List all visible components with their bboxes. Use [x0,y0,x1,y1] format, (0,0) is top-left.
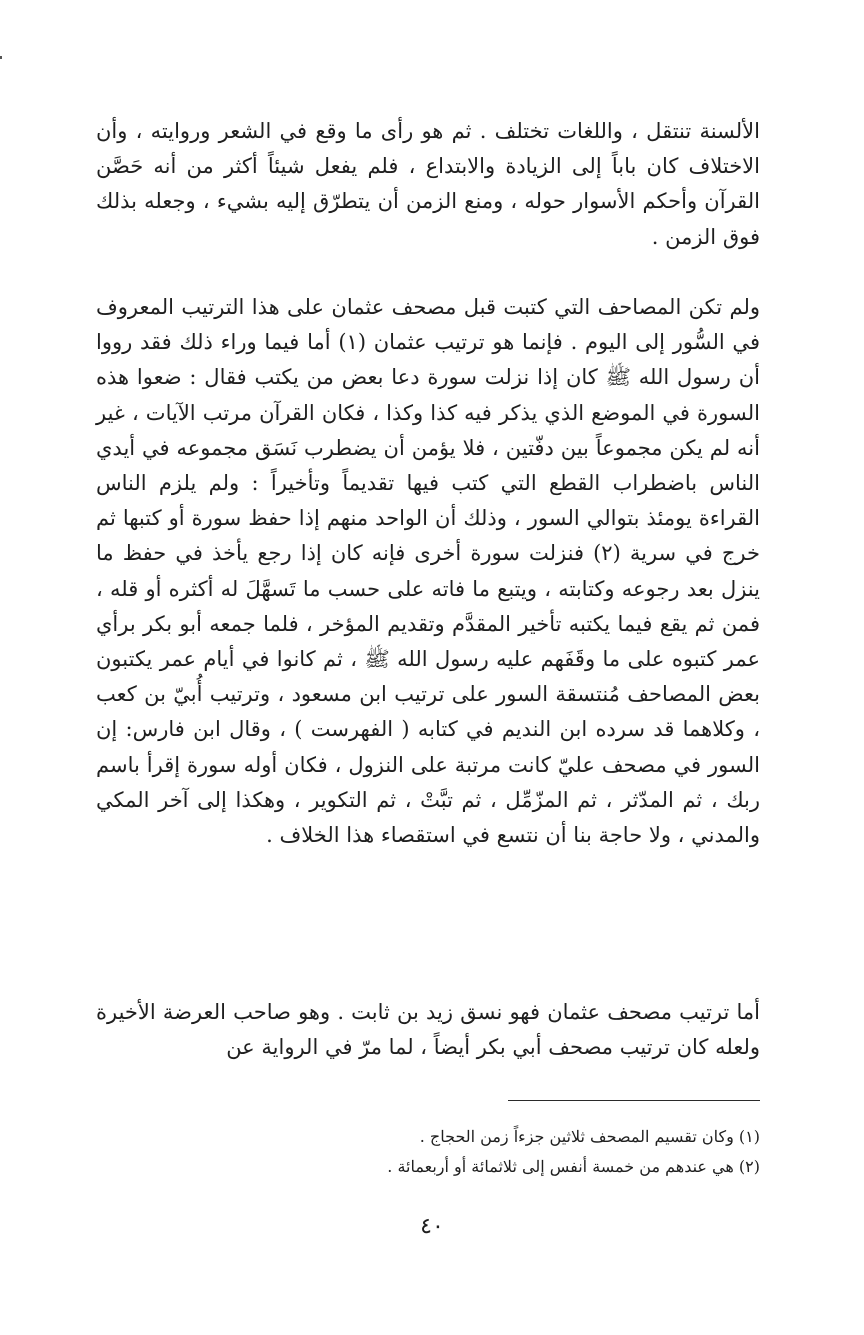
paragraph-2 [96,290,760,853]
paragraph-text: ولم تكن المصاحف التي كتبت قبل مصحف عثمان على هذا الترتيب المعروف في السُّور إلى اليوم . فإنما هو ترتيب عثمان (١) أما فيما وراء ذلك فقد رووا أن رسول الله ﷺ كان إذا نزلت سورة دعا بعض من يكتب فقال : ضعوا هذه السورة في الموضع الذي يذكر فيه كذا وكذا ، فكان القرآن مرتب الآيات ، غير أنه لم يكن مجموعاً بين دفّتين ، فلا يؤمن أن يضطرب نَسَق مجموعه في أيدي الناس باضطراب القطع التي كتب فيها تقديماً وتأخيراً : ولم يلزم الناس القراءة يومئذ بتوالي السور ، وذلك أن الواحد منهم إذا حفظ سورة أو كتبها ثم خرج في سرية (٢) فنزلت سورة أخرى فإنه كان إذا رجع يأخذ في حفظ ما ينزل بعد رجوعه وكتابته ، ويتبع ما فاته على حسب ما تَسهَّلَ له أكثره أو قله ، فمن ثم يقع فيما يكتبه تأخير المقدَّم وتقديم المؤخر ، فلما جمعه أبو بكر برأي عمر كتبوه على ما وقَفَهم عليه رسول الله ﷺ ، ثم كانوا في أيام عمر يكتبون بعض المصاحف مُنتسقة السور على ترتيب ابن مسعود ، وترتيب أُبيّ بن كعب ، وكلاهما قد سرده ابن النديم في كتابه ( الفهرست ) ، وقال ابن فارس: إن السور في مصحف عليّ كانت مرتبة على النزول ، فكان أوله سورة إقرأ باسم ربك ، ثم المدّثر ، ثم المزّمِّل ، ثم تبَّتْ ، ثم التكوير ، وهكذا إلى آخر المكي والمدني ، ولا حاجة بنا أن نتسع في استقصاء هذا الخلاف . [96,295,761,848]
footnotes [96,1122,760,1182]
paragraph-text: الألسنة تنتقل ، واللغات تختلف . ثم هو رأى ما وقع في الشعر وروايته ، وأن الاختلاف كان باباً إلى الزيادة والابتداع ، فلم يفعل شيئاً أكثر من أنه حَصَّن القرآن وأحكم الأسوار حوله ، ومنع الزمن أن يتطرّق إليه بشيء ، وجعله بذلك فوق الزمن . [96,119,760,249]
footnote-2: (٢) هي عندهم من خمسة أنفس إلى ثلاثمائة أو أربعمائة . [387,1157,760,1176]
footnote-divider [508,1100,760,1101]
page-number: ٤٠ [420,1214,444,1239]
paragraph-text: أما ترتيب مصحف عثمان فهو نسق زيد بن ثابت . وهو صاحب العرضة الأخيرة ولعله كان ترتيب مصحف أبي بكر أيضاً ، لما مرّ في الرواية عن [96,1000,760,1060]
paragraph-1 [96,114,760,255]
footnote-1: (١) وكان تقسيم المصحف ثلاثين جزءاً زمن الحجاج . [419,1127,760,1146]
paragraph-3 [96,995,760,1065]
margin-mark [0,56,2,59]
